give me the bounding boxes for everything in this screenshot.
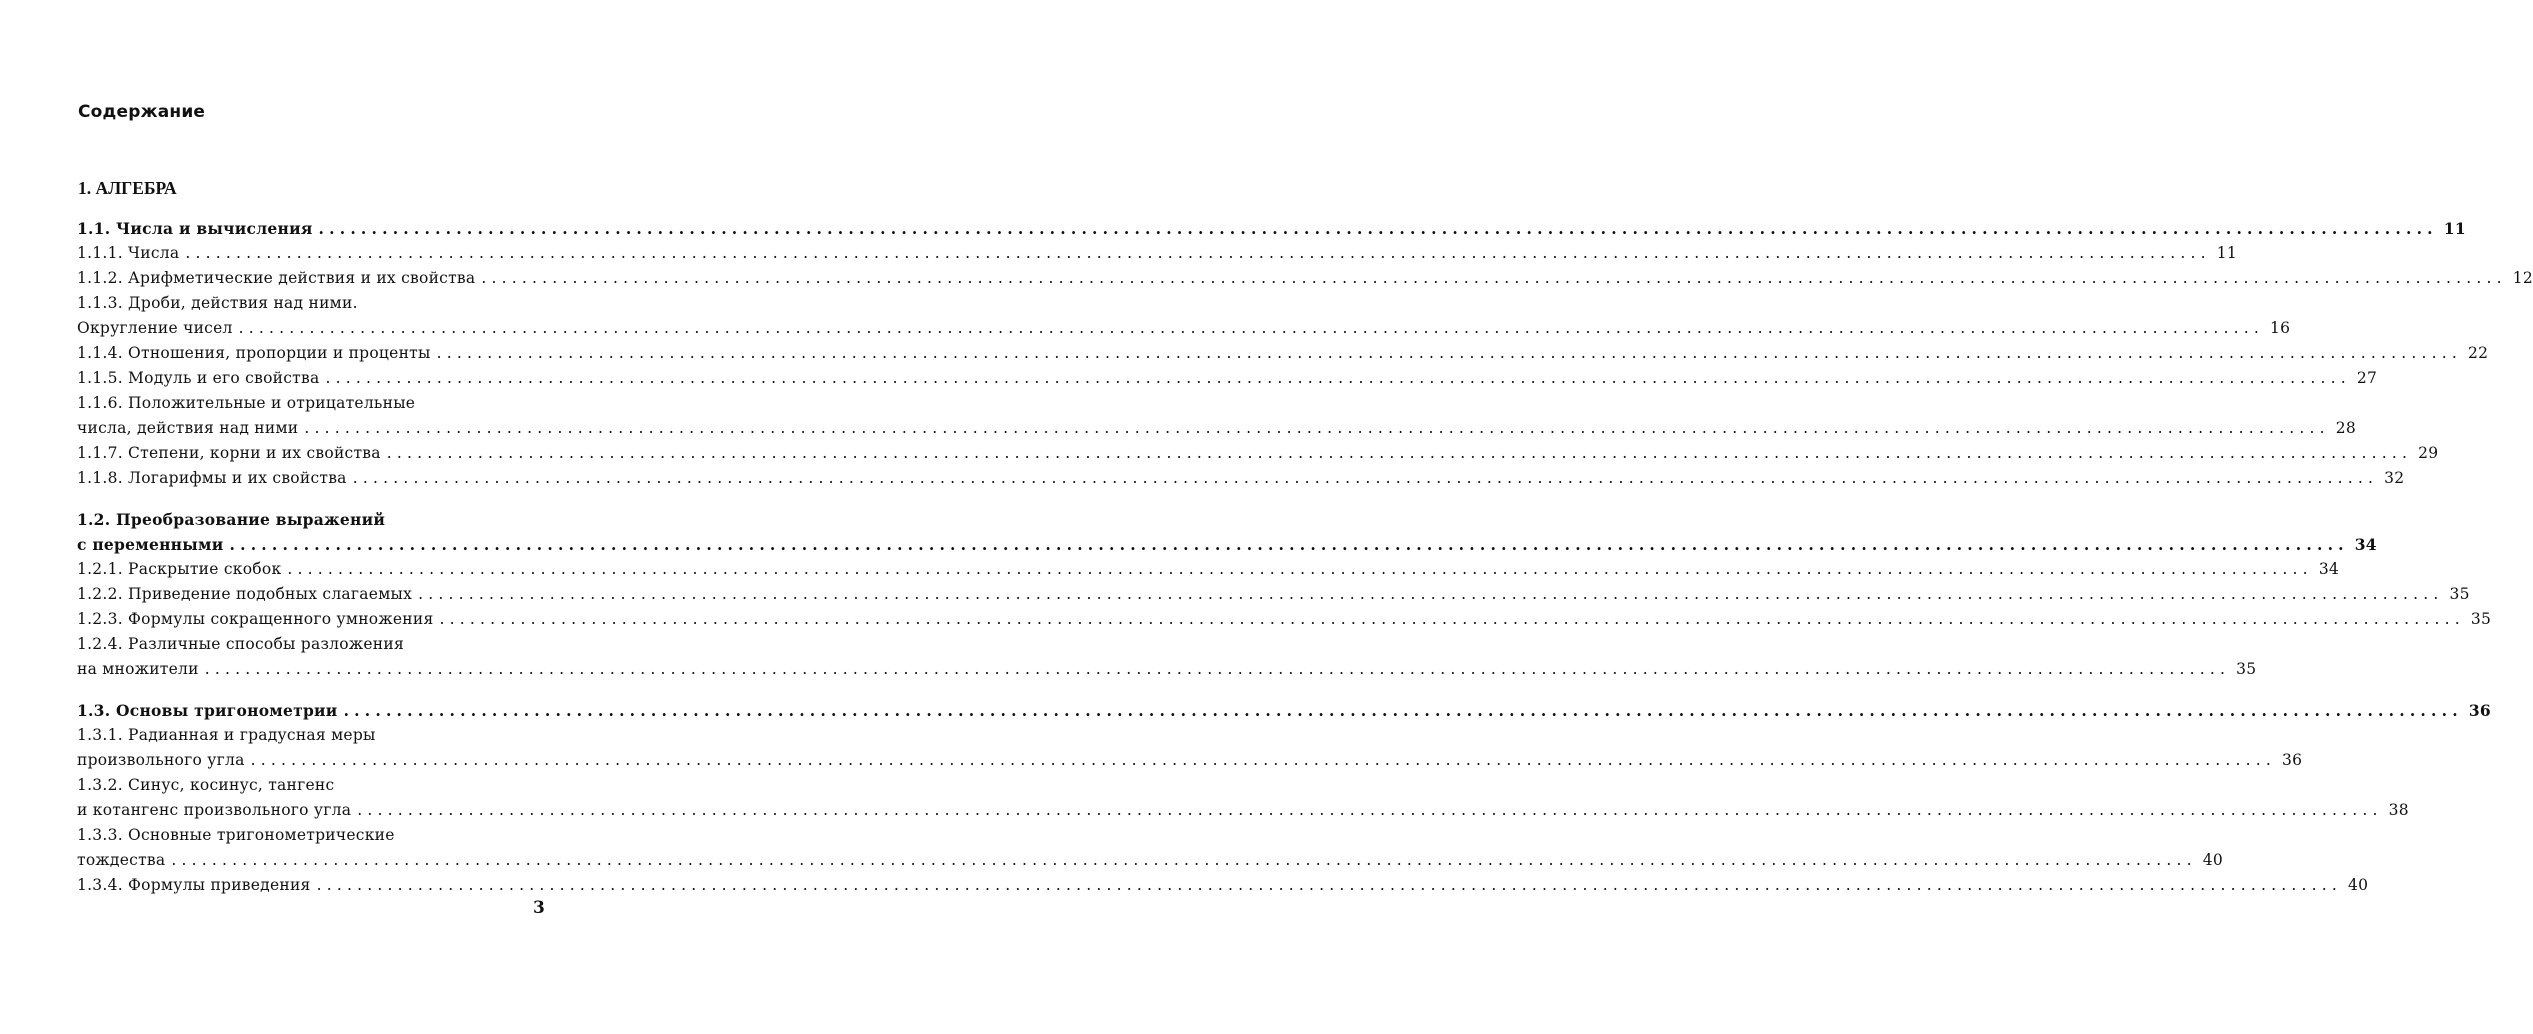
toc-entry[interactable]: [77, 316, 2291, 341]
page-title: Содержание: [78, 102, 206, 122]
toc-entry-page: 36: [2282, 751, 2303, 769]
toc-entry[interactable]: [77, 466, 2405, 491]
toc-entry-title: и котангенс произвольного угла: [77, 801, 352, 819]
dot-leader: ........................................................................................................................................................................................................: [418, 585, 2444, 603]
toc-entry-page: 32: [2384, 469, 2405, 487]
toc-entry-title: 1.1. Числа и вычисления: [77, 219, 313, 238]
toc-entry-page: 34: [2318, 560, 2340, 578]
toc-entry[interactable]: [77, 748, 2303, 773]
toc-entry[interactable]: [77, 266, 2533, 291]
toc-entry-title: числа, действия над ними: [77, 419, 299, 437]
toc-entry[interactable]: [77, 557, 2340, 582]
toc-entry-page: 12: [2512, 269, 2533, 287]
toc-entry-page: 22: [2467, 344, 2489, 362]
dot-leader: ........................................................................................................................................................................................................: [357, 801, 2383, 819]
toc-entry-title: произвольного угла: [77, 751, 245, 769]
dot-leader: ........................................................................................................................................................................................................: [185, 244, 2211, 262]
table-of-contents: [77, 216, 2533, 914]
toc-entry[interactable]: [77, 873, 2369, 898]
toc-entry-title: 1.2.1. Раскрытие скобок: [77, 560, 282, 578]
toc-entry-title: 1.1.2. Арифметические действия и их свойства: [77, 269, 476, 287]
toc-entry-page: 11: [2216, 244, 2238, 262]
toc-entry-page: 35: [2236, 660, 2257, 678]
dot-leader: ........................................................................................................................................................................................................: [352, 469, 2379, 487]
dot-leader: ........................................................................................................................................................................................................: [325, 369, 2351, 387]
dot-leader: ........................................................................................................................................................................................................: [439, 610, 2465, 628]
toc-entry[interactable]: [77, 798, 2409, 823]
toc-entry-title: 1.2.2. Приведение подобных слагаемых: [77, 585, 413, 603]
toc-entry-page: 27: [2356, 369, 2378, 387]
dot-leader: ........................................................................................................................................................................................................: [250, 751, 2276, 769]
toc-entry-title: 1.1.4. Отношения, пропорции и проценты: [77, 344, 431, 362]
toc-entry-page: 38: [2388, 801, 2409, 819]
toc-entry-title: 1.2. Преобразование выражений: [77, 510, 386, 529]
toc-entry[interactable]: [77, 241, 2238, 266]
toc-section: [77, 698, 2491, 898]
dot-leader: ........................................................................................................................................................................................................: [481, 269, 2507, 287]
toc-entry[interactable]: [77, 607, 2492, 632]
toc-entry-page: 40: [2202, 851, 2223, 869]
toc-entry-title: на множители: [77, 660, 199, 678]
toc-entry-title: 1.1.7. Степени, корни и их свойства: [77, 444, 381, 462]
toc-entry-page: 35: [2449, 585, 2470, 603]
dot-leader: ........................................................................................................................................................................................................: [171, 851, 2197, 869]
toc-entry-title: 1.1.6. Положительные и отрицательные: [77, 394, 416, 412]
toc-entry-title: тождества: [77, 851, 166, 869]
dot-leader: ........................................................................................................................................................................................................: [436, 344, 2462, 362]
toc-entry-title: 1.3.2. Синус, косинус, тангенс: [77, 776, 335, 794]
toc-entry-page: 34: [2354, 535, 2377, 554]
part-heading: 1. АЛГЕБРА: [78, 178, 177, 198]
toc-entry-title: 1.1.3. Дроби, действия над ними.: [77, 294, 358, 312]
dot-leader: ........................................................................................................................................................................................................: [386, 444, 2413, 462]
toc-entry-continuation[interactable]: [77, 823, 549, 848]
toc-entry-page: 35: [2470, 610, 2492, 628]
toc-entry[interactable]: [77, 848, 2223, 873]
toc-entry-title: 1.3.3. Основные тригонометрические: [77, 826, 395, 844]
toc-entry-title: 1.1.5. Модуль и его свойства: [77, 369, 320, 387]
toc-section: [77, 507, 2492, 682]
toc-entry-title: 1.2.4. Различные способы разложения: [77, 635, 404, 653]
toc-entry-title: Округление чисел: [77, 319, 233, 337]
toc-entry-continuation[interactable]: [77, 291, 549, 316]
toc-entry[interactable]: [77, 416, 2356, 441]
toc-entry[interactable]: [77, 216, 2466, 241]
toc-entry[interactable]: [77, 441, 2439, 466]
toc-entry-continuation[interactable]: [77, 391, 549, 416]
toc-entry-title: 1.3. Основы тригонометрии: [77, 701, 338, 720]
dot-leader: ........................................................................................................................................................................................................: [238, 319, 2265, 337]
toc-entry-page: 28: [2335, 419, 2356, 437]
toc-entry-title: 1.1.1. Числа: [77, 244, 180, 262]
dot-leader: ........................................................................................................................................................................................................: [229, 535, 2349, 554]
dot-leader: ........................................................................................................................................................................................................: [343, 701, 2463, 720]
dot-leader: ........................................................................................................................................................................................................: [287, 560, 2313, 578]
toc-entry[interactable]: [77, 532, 2377, 557]
toc-entry-page: 40: [2348, 876, 2369, 894]
toc-entry-title: 1.2.3. Формулы сокращенного умножения: [77, 610, 434, 628]
toc-entry-page: 29: [2418, 444, 2439, 462]
toc-entry-page: 36: [2468, 701, 2491, 720]
toc-entry[interactable]: [77, 341, 2489, 366]
dot-leader: ........................................................................................................................................................................................................: [316, 876, 2342, 894]
toc-entry[interactable]: [77, 582, 2470, 607]
dot-leader: ........................................................................................................................................................................................................: [304, 419, 2330, 437]
toc-section: [77, 216, 2533, 491]
toc-entry-continuation[interactable]: [77, 507, 549, 532]
toc-entry-title: 1.1.8. Логарифмы и их свойства: [77, 469, 347, 487]
toc-entry-title: 1.3.1. Радианная и градусная меры: [77, 726, 376, 744]
toc-entry-title: с переменными: [77, 535, 224, 554]
toc-entry-page: 11: [2443, 219, 2466, 238]
toc-entry-continuation[interactable]: [77, 773, 549, 798]
toc-entry-continuation[interactable]: [77, 723, 549, 748]
toc-entry-continuation[interactable]: [77, 632, 549, 657]
toc-entry-page: 16: [2270, 319, 2291, 337]
dot-leader: ........................................................................................................................................................................................................: [204, 660, 2231, 678]
page-number: 3: [533, 898, 545, 918]
toc-entry[interactable]: [77, 366, 2378, 391]
toc-entry-title: 1.3.4. Формулы приведения: [77, 876, 311, 894]
toc-entry[interactable]: [77, 657, 2257, 682]
toc-entry[interactable]: [77, 698, 2491, 723]
dot-leader: ........................................................................................................................................................................................................: [318, 219, 2438, 238]
